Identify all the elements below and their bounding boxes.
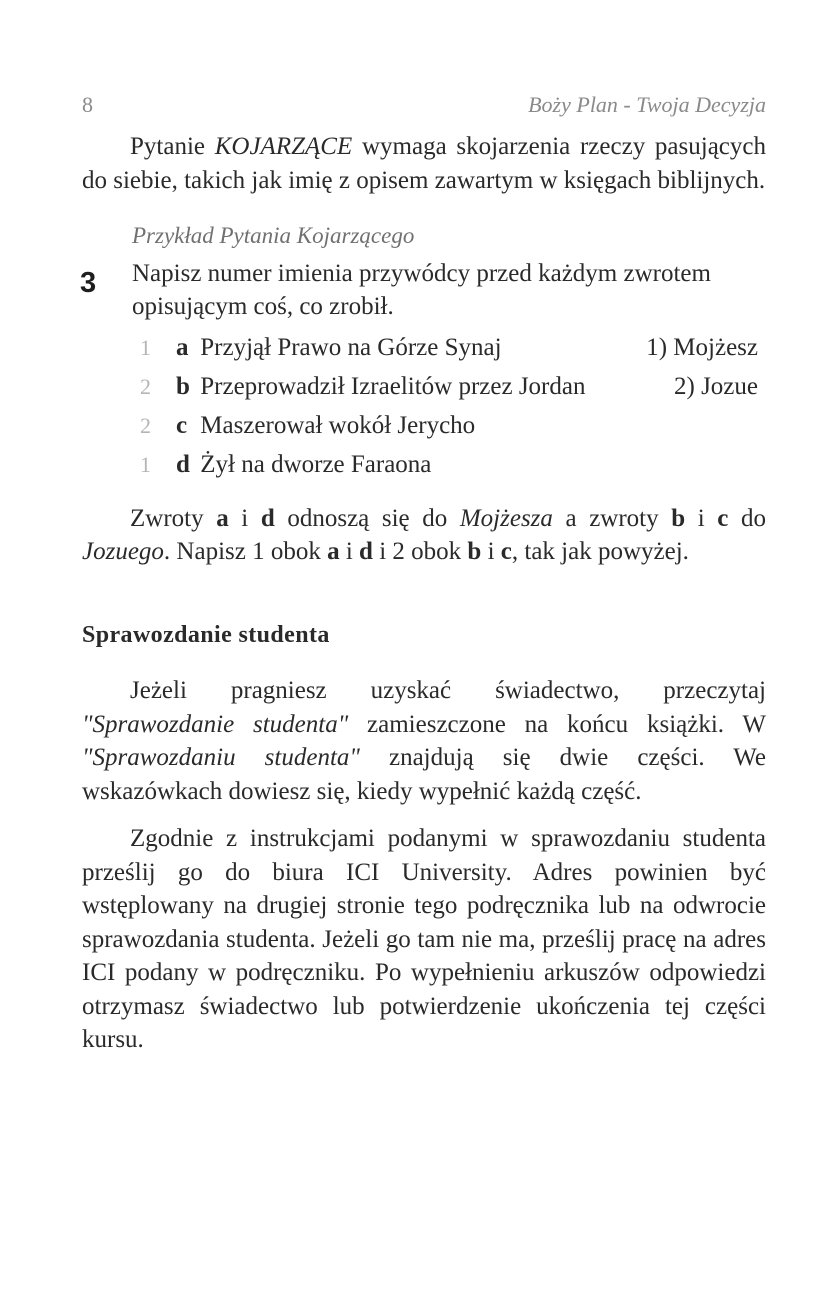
book-title: Boży Plan - Twoja Decyzja [528, 92, 766, 117]
section-heading: Sprawozdanie studenta [82, 621, 330, 648]
page-number: 8 [82, 92, 93, 117]
matching-item [82, 445, 766, 484]
item-letter: b [176, 372, 190, 400]
matching-item [82, 406, 766, 445]
answer-name: 1) Mojżesz [646, 333, 758, 361]
book-page [82, 88, 766, 1057]
intro-text: wymaga skojarzenia rzeczy pasujących do siebie, takich jak imię z opisem zawartym w księgach biblijnych. [82, 133, 766, 194]
item-letter: c [176, 411, 188, 439]
item-letter: a [176, 333, 189, 361]
item-text: Maszerował wokół Jerycho [200, 411, 476, 439]
matching-list [82, 328, 766, 484]
report-paragraph-2: Zgodnie z instrukcjami podanymi w sprawozdaniu studenta prześlij go do biura ICI University. Adres powinien być wstęplowany na drugiej stronie tego podręcznika lub na odwrocie sprawozdania studenta. Jeżeli go tam nie ma, prześlij pracę na adres ICI podany w podręczniku. Po wypełnieniu arkuszów odpowiedzi otrzymasz świadectwo lub potwierdzenie ukończenia tej części kursu. [82, 825, 766, 1053]
intro-term: KOJARZĄCE [214, 133, 353, 160]
example-explanation: Zwroty a i d odnoszą się do Mojżesza a zwroty b i c do Jozuego. Napisz 1 obok a i d i 2 obok b i c, tak jak powyżej. [82, 504, 766, 565]
example-question [82, 257, 766, 324]
item-text: Żył na dworze Faraona [200, 450, 432, 478]
handwritten-answer-mark: 2 [140, 412, 151, 438]
question-number: 3 [80, 266, 97, 299]
handwritten-answer-mark: 1 [140, 451, 151, 477]
matching-item [82, 328, 766, 367]
matching-item [82, 367, 766, 406]
item-text: Przeprowadził Izraelitów przez Jordan [200, 372, 586, 400]
handwritten-answer-mark: 2 [140, 373, 151, 399]
answer-name: 2) Jozue [674, 372, 758, 400]
intro-text: Pytanie [130, 133, 215, 160]
item-text: Przyjął Prawo na Górze Synaj [200, 333, 502, 361]
handwritten-answer-mark: 1 [140, 334, 151, 360]
intro-paragraph [82, 130, 766, 197]
running-head [82, 88, 766, 122]
item-letter: d [176, 450, 190, 478]
question-text: Napisz numer imienia przywódcy przed każdym zwrotem opisującym coś, co zrobił. [132, 259, 711, 320]
report-paragraph-1: Jeżeli pragniesz uzyskać świadectwo, przeczytaj "Sprawozdanie studenta" zamieszczone na końcu książki. W "Sprawozdaniu studenta" znajdują się dwie części. We wskazówkach dowiesz się, kiedy wypełnić każdą część. [82, 677, 767, 805]
example-heading: Przykład Pytania Kojarzącego [132, 223, 415, 248]
